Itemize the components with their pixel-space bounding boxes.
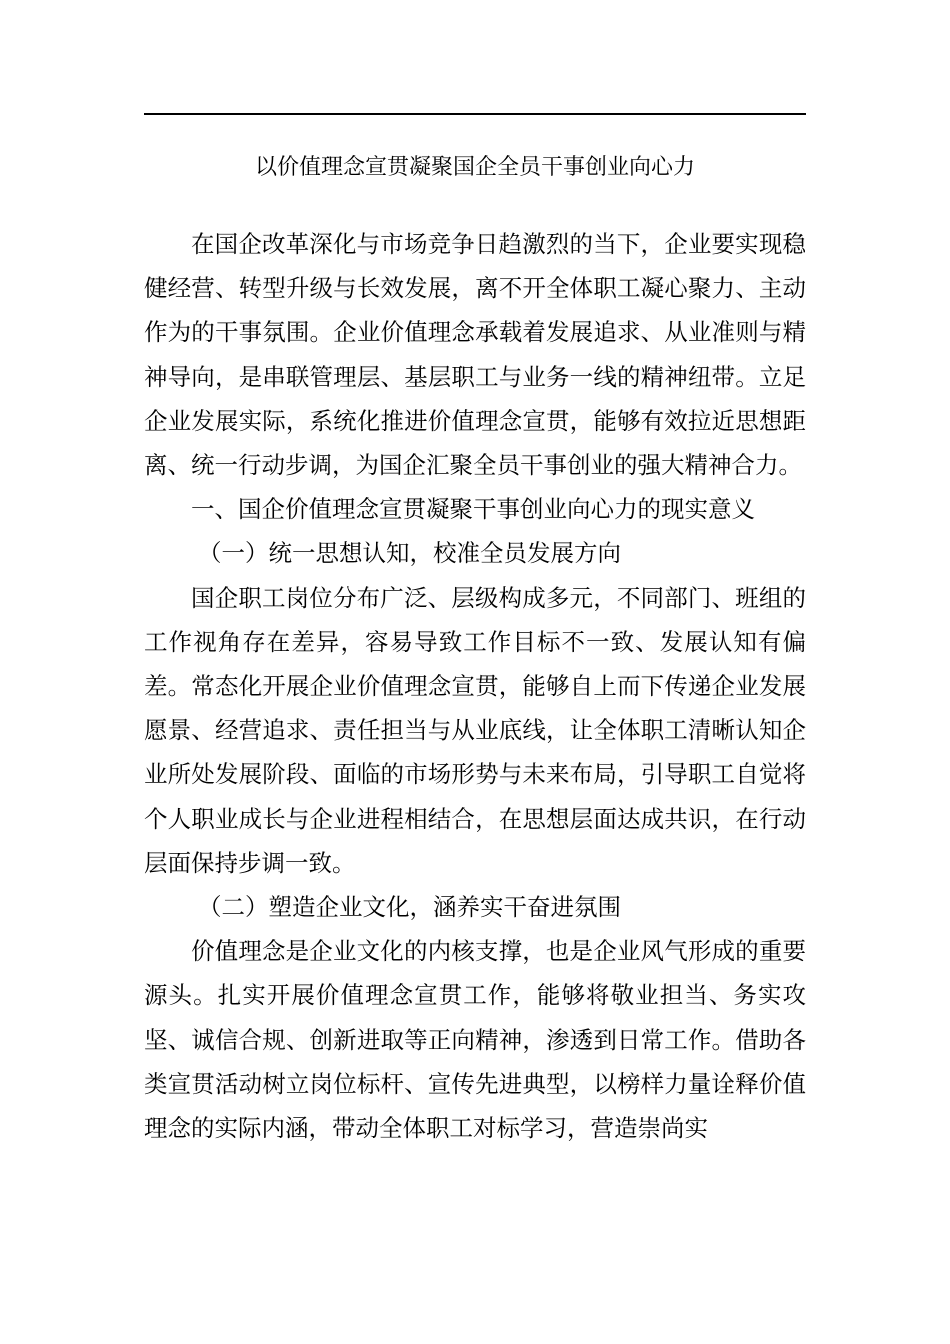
body-paragraph-2: 价值理念是企业文化的内核支撑，也是企业风气形成的重要源头。扎实开展价值理念宣贯工作，能够将敬业担当、务实攻坚、诚信合规、创新进取等正向精神，渗透到日常工作。借助各类宣贯活动树立岗位标杆、宣传先进典型，以榜样力量诠释价值理念的实际内涵，带动全体职工对标学习，营造崇尚实 [144,937,806,1143]
subheading-2: （二）塑造企业文化，涵养实干奋进氛围 [198,893,622,922]
intro-paragraph: 在国企改革深化与市场竞争日趋激烈的当下，企业要实现稳健经营、转型升级与长效发展，离不开全体职工凝心聚力、主动作为的干事氛围。企业价值理念承载着发展追求、从业准则与精神导向，是串联管理层、基层职工与业务一线的精神纽带。立足企业发展实际，系统化推进价值理念宣贯，能够有效拉近思想距离、统一行动步调，为国企汇聚全员干事创业的强大精神合力。 [144,230,806,480]
section-heading-1: 一、国企价值理念宣贯凝聚干事创业向心力的现实意义 [191,495,755,524]
subheading-1: （一）统一思想认知，校准全员发展方向 [198,539,622,568]
document-body [144,222,806,1150]
body-paragraph-1: 国企职工岗位分布广泛、层级构成多元，不同部门、班组的工作视角存在差异，容易导致工作目标不一致、发展认知有偏差。常态化开展企业价值理念宣贯，能够自上而下传递企业发展愿景、经营追求、责任担当与从业底线，让全体职工清晰认知企业所处发展阶段、面临的市场形势与未来布局，引导职工自觉将个人职业成长与企业进程相结合，在思想层面达成共识，在行动层面保持步调一致。 [144,583,806,877]
header-rule [144,113,806,115]
document-title: 以价值理念宣贯凝聚国企全员干事创业向心力 [254,155,695,180]
